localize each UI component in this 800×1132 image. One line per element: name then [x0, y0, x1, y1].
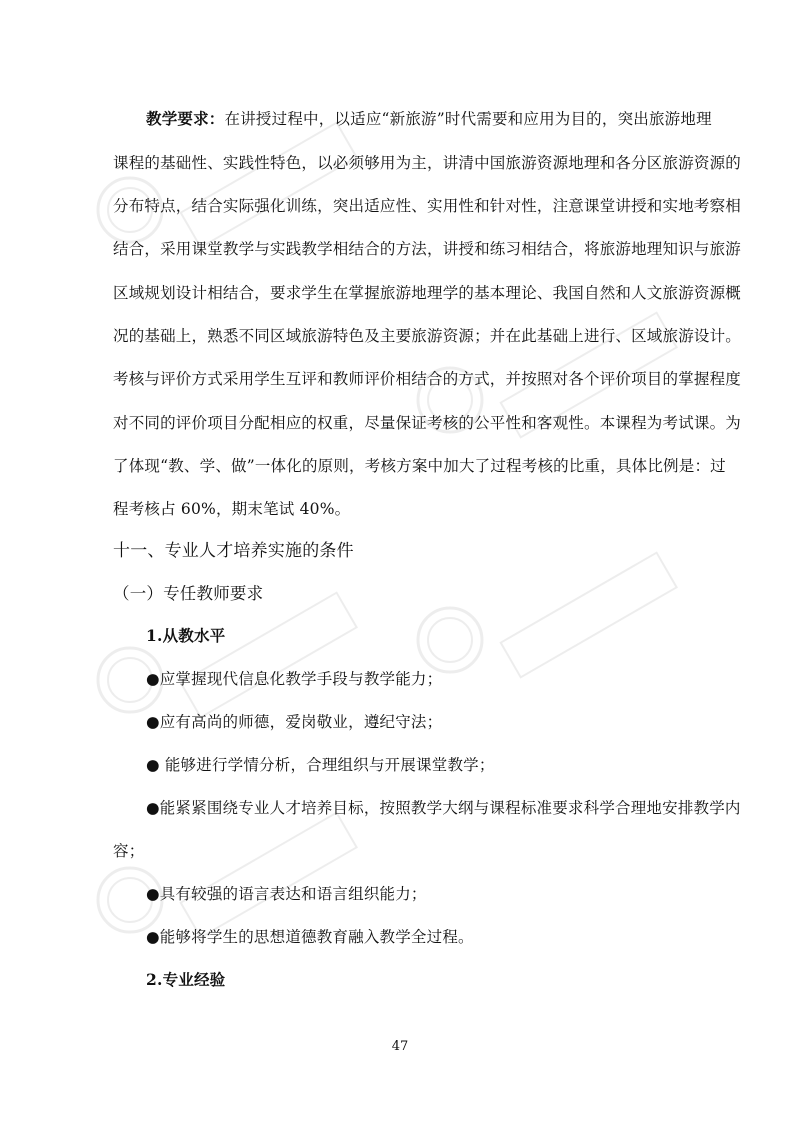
bullet-item: ●应掌握现代信息化教学手段与教学能力； — [146, 670, 443, 688]
paragraph-line: 考核与评价方式采用学生互评和教师评价相结合的方式，并按照对各个评价项目的掌握程度 — [113, 370, 742, 388]
paragraph-line: 区域规划设计相结合，要求学生在掌握旅游地理学的基本理论、我国自然和人文旅游资源概 — [113, 284, 742, 302]
paragraph-label: 教学要求： — [146, 109, 225, 128]
paragraph-line: 课程的基础性、实践性特色，以必须够用为主，讲清中国旅游资源地理和各分区旅游资源的 — [113, 154, 742, 172]
paragraph-line: 程考核占 60%，期末笔试 40%。 — [113, 500, 351, 518]
bullet-item: ●能够将学生的思想道德教育融入教学全过程。 — [146, 928, 474, 946]
bullet-item-continuation: 容； — [113, 842, 145, 860]
paragraph-line: 况的基础上，熟悉不同区域旅游特色及主要旅游资源；并在此基础上进行、区域旅游设计。 — [113, 327, 742, 345]
paragraph-line: 对不同的评价项目分配相应的权重，尽量保证考核的公平性和客观性。本课程为考试课。为 — [113, 414, 742, 432]
paragraph-line: 结合，采用课堂教学与实践教学相结合的方法，讲授和练习相结合，将旅游地理知识与旅游 — [113, 240, 742, 258]
paragraph-line: 教学要求：在讲授过程中，以适应“新旅游”时代需要和应用为目的，突出旅游地理 — [146, 109, 712, 128]
bullet-item: ●能紧紧围绕专业人才培养目标，按照教学大纲与课程标准要求科学合理地安排教学内 — [146, 799, 741, 817]
item-heading: 1.从教水平 — [146, 626, 226, 645]
subsection-heading: （一）专任教师要求 — [113, 584, 264, 603]
paragraph-line: 了体现“教、学、做”一体化的原则，考核方案中加大了过程考核的比重，具体比例是：过 — [113, 457, 726, 475]
section-heading: 十一、专业人才培养实施的条件 — [113, 541, 354, 561]
bullet-item: ●具有较强的语言表达和语言组织能力； — [146, 885, 427, 903]
bullet-item: ● 能够进行学情分析，合理组织与开展课堂教学； — [146, 756, 495, 774]
bullet-item: ●应有高尚的师德，爱岗敬业，遵纪守法； — [146, 713, 443, 731]
page-number: 47 — [391, 1039, 409, 1054]
item-heading: 2.专业经验 — [146, 970, 226, 989]
paragraph-line: 分布特点，结合实际强化训练，突出适应性、实用性和针对性，注意课堂讲授和实地考察相 — [113, 197, 742, 215]
